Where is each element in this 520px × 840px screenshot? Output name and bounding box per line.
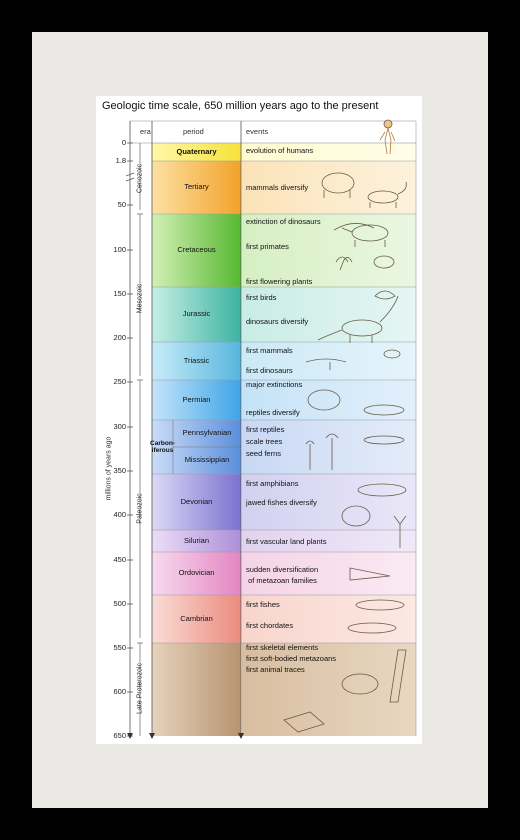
period-permian: Permian xyxy=(182,394,211,404)
period-carboniferous: Carbon- iferous xyxy=(150,439,175,454)
event-first-skeletal: first skeletal elements xyxy=(246,643,319,652)
event-humans: evolution of humans xyxy=(246,146,314,155)
tick-label: 350 xyxy=(113,466,126,475)
event-first-fishes: first fishes xyxy=(246,600,280,609)
event-scale-trees: scale trees xyxy=(246,437,283,446)
header-events: events xyxy=(246,127,269,136)
event-sudden-diversification: sudden diversification xyxy=(246,565,319,574)
event-first-flowering-plants: first flowering plants xyxy=(246,277,313,286)
event-first-mammals: first mammals xyxy=(246,346,293,355)
page-title: Geologic time scale, 650 million years ago to the present xyxy=(102,100,379,112)
era-mesozoic: Mesozoic xyxy=(136,283,144,314)
header-era: era xyxy=(140,127,151,136)
event-extinction-dinosaurs: extinction of dinosaurs xyxy=(246,217,321,226)
period-silurian: Silurian xyxy=(183,535,209,545)
event-first-amphibians: first amphibians xyxy=(246,479,299,488)
era-paleozoic: Paleozoic xyxy=(136,493,144,524)
tick-label: 300 xyxy=(113,422,126,431)
period-triassic: Triassic xyxy=(183,355,210,365)
period-jurassic: Jurassic xyxy=(182,309,211,319)
period-mississippian: Mississippian xyxy=(184,455,230,465)
era-late-proterozoic: Late Proterozoic xyxy=(136,663,144,714)
event-first-primates: first primates xyxy=(246,242,289,251)
header-period: period xyxy=(183,127,204,136)
event-jawed-fishes: jawed fishes diversify xyxy=(246,498,317,507)
tick-label: 450 xyxy=(113,555,126,564)
tick-label: 50 xyxy=(117,200,126,209)
tick-label: 400 xyxy=(113,510,126,519)
tick-label: 0 xyxy=(121,138,126,147)
event-metazoan-families: of metazoan families xyxy=(246,576,317,585)
period-cretaceous: Cretaceous xyxy=(177,245,216,255)
tick-label: 600 xyxy=(113,687,126,696)
period-ordovician: Ordovician xyxy=(178,568,215,578)
tick-label: 650 xyxy=(113,731,126,740)
event-soft-bodied: first soft-bodied metazoans xyxy=(246,654,337,663)
event-first-birds: first birds xyxy=(246,293,277,302)
event-vascular-plants: first vascular land plants xyxy=(246,537,327,546)
event-first-chordates: first chordates xyxy=(246,621,294,630)
tick-label: 200 xyxy=(113,333,126,342)
event-reptiles-diversify: reptiles diversify xyxy=(246,408,300,417)
event-first-reptiles: first reptiles xyxy=(246,425,285,434)
axis-label: millions of years ago xyxy=(105,436,113,501)
tick-label: 250 xyxy=(113,377,126,386)
event-dinosaurs-diversify: dinosaurs diversify xyxy=(246,317,309,326)
period-devonian: Devonian xyxy=(180,496,213,506)
tick-label: 500 xyxy=(113,599,126,608)
event-major-extinctions: major extinctions xyxy=(246,380,303,389)
tick-label: 100 xyxy=(113,245,126,254)
tick-label: 150 xyxy=(113,289,126,298)
tick-label: 550 xyxy=(113,643,126,652)
event-seed-ferns: seed ferns xyxy=(246,449,282,458)
event-mammals-diversify: mammals diversify xyxy=(246,183,309,192)
event-animal-traces: first animal traces xyxy=(246,665,305,674)
event-first-dinosaurs: first dinosaurs xyxy=(246,366,293,375)
period-quaternary: Quaternary xyxy=(176,146,217,156)
era-cenozoic: Cenozoic xyxy=(136,163,144,194)
period-tertiary: Tertiary xyxy=(184,182,209,192)
period-cambrian: Cambrian xyxy=(180,613,213,623)
tick-label: 1.8 xyxy=(115,156,126,165)
period-pennsylvanian: Pennsylvanian xyxy=(182,428,232,438)
